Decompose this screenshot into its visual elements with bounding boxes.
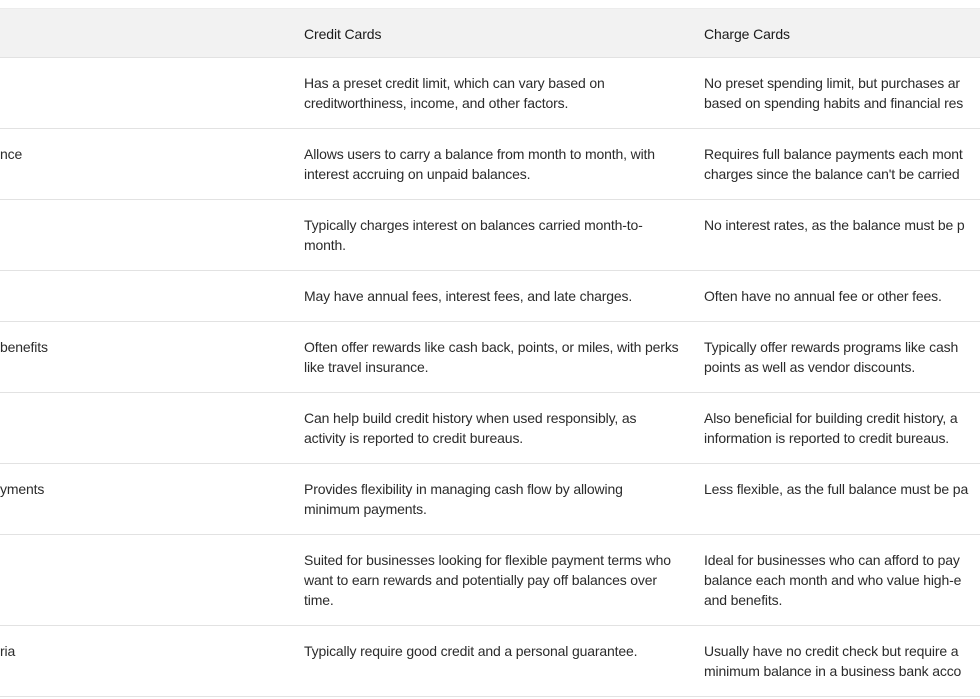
table-row [0,535,980,626]
comparison-table [0,8,980,697]
charge-card-line: balance each month and who value high-e [704,572,962,588]
charge-card-line: No interest rates, as the balance must be p [704,217,965,233]
charge-card-line: Often have no annual fee or other fees. [704,288,942,304]
credit-card-cell: Typically require good credit and a personal guarantee. [304,643,638,659]
charge-card-line: Requires full balance payments each mont [704,146,963,162]
charge-card-line: Typically offer rewards programs like cash [704,339,959,355]
header-charge-cards: Charge Cards [704,26,790,42]
row-feature-label: yments [0,481,45,497]
charge-card-line: charges since the balance can't be carried [704,166,960,182]
charge-card-line: No preset spending limit, but purchases ar [704,75,960,91]
charge-card-line: information is reported to credit bureaus. [704,430,950,446]
credit-card-cell: Has a preset credit limit, which can vary based on creditworthiness, income, and other factors. [304,75,605,111]
table-header-row [0,9,980,58]
charge-card-line: Also beneficial for building credit history, a [704,410,958,426]
table-row [0,200,980,271]
row-feature-label: nce [0,146,23,162]
row-feature-label: benefits [0,339,48,355]
charge-card-cell [704,337,980,377]
table-row [0,393,980,464]
table-row [0,626,980,697]
credit-card-cell: May have annual fees, interest fees, and late charges. [304,288,633,304]
charge-card-cell [704,73,980,113]
charge-card-line: based on spending habits and financial res [704,95,964,111]
charge-card-cell [704,408,980,448]
table-row [0,271,980,322]
credit-card-cell: Typically charges interest on balances carried month-to-month. [304,217,643,253]
charge-card-cell [704,641,980,681]
header-credit-cards: Credit Cards [304,26,382,42]
charge-card-line: Less flexible, as the full balance must be pa [704,481,969,497]
table-row [0,464,980,535]
credit-card-cell: Suited for businesses looking for flexible payment terms who want to earn rewards and potentially pay off balances over time. [304,552,671,608]
charge-card-line: and benefits. [704,592,783,608]
charge-card-cell [704,479,980,499]
credit-card-cell: Allows users to carry a balance from month to month, with interest accruing on unpaid balances. [304,146,655,182]
table-row [0,322,980,393]
row-feature-label: ria [0,643,16,659]
credit-card-cell: Often offer rewards like cash back, points, or miles, with perks like travel insurance. [304,339,679,375]
charge-card-cell [704,286,980,306]
charge-card-line: points as well as vendor discounts. [704,359,916,375]
charge-card-line: Usually have no credit check but require a [704,643,959,659]
charge-card-cell [704,215,980,235]
charge-card-line: Ideal for businesses who can afford to pay [704,552,960,568]
charge-card-line: minimum balance in a business bank acco [704,663,962,679]
charge-card-cell [704,144,980,184]
credit-card-cell: Can help build credit history when used responsibly, as activity is reported to credit bureaus. [304,410,637,446]
charge-card-cell [704,550,980,610]
credit-card-cell: Provides flexibility in managing cash flow by allowing minimum payments. [304,481,623,517]
table-row [0,58,980,129]
table-row [0,129,980,200]
